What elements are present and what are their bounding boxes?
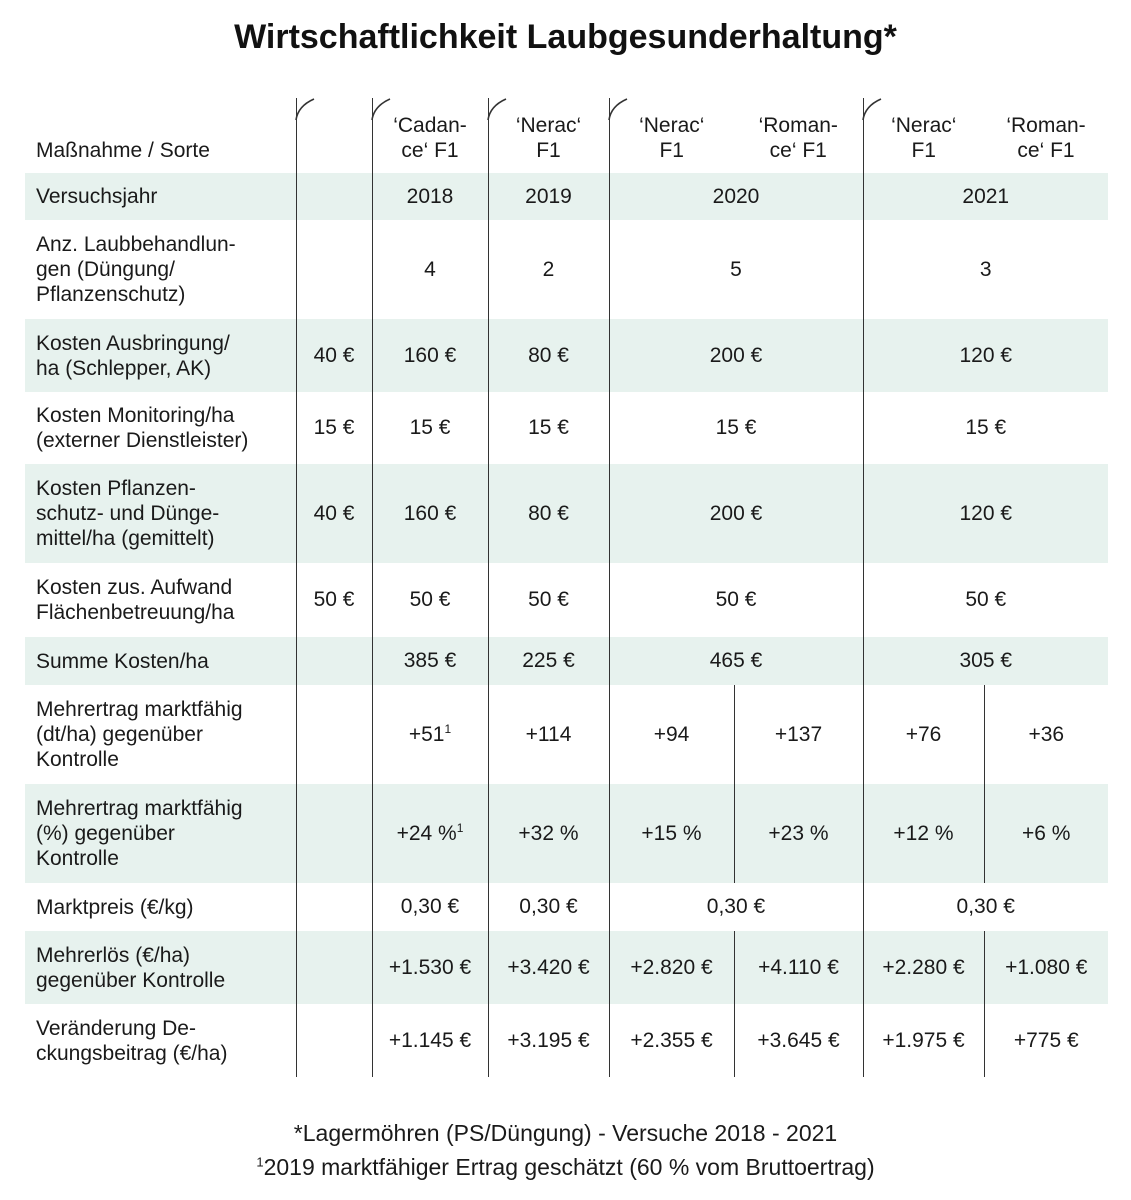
row-label: Kosten Ausbringung/ ha (Schlepper, AK) bbox=[25, 319, 296, 392]
cell-value: +23 % bbox=[734, 784, 863, 883]
cell-value: 80 € bbox=[488, 319, 609, 392]
variety-header: ‘Nerac‘ F1 bbox=[639, 114, 705, 162]
cell-value: 50 € bbox=[372, 563, 488, 637]
economics-table bbox=[25, 98, 1108, 1077]
row-yield-pct bbox=[25, 784, 1108, 883]
cell-value: 4 bbox=[372, 220, 488, 319]
variety-header: ‘Nerac‘ F1 bbox=[488, 98, 609, 173]
row-yield-dt bbox=[25, 685, 1108, 784]
cell-value: +15 % bbox=[609, 784, 734, 883]
row-label: Versuchsjahr bbox=[25, 173, 296, 220]
cell-value: 120 € bbox=[863, 464, 1108, 563]
cell-value: 0,30 € bbox=[488, 883, 609, 931]
cell-value: +1.975 € bbox=[863, 1004, 984, 1077]
cell-value: 0,30 € bbox=[956, 895, 1015, 918]
row-label: Mehrerlös (€/ha) gegenüber Kontrolle bbox=[25, 931, 296, 1004]
cell-value: 15 € bbox=[488, 392, 609, 464]
cell-value: 225 € bbox=[488, 637, 609, 685]
row-label: Kosten Monitoring/ha (externer Dienstleister) bbox=[25, 392, 296, 464]
variety-header: ‘Nerac‘ F1 bbox=[891, 114, 957, 162]
row-label: Kosten zus. Aufwand Flächenbetreuung/ha bbox=[25, 563, 296, 637]
cell-value: 305 € bbox=[863, 637, 1108, 685]
cell-value: 2018 bbox=[372, 173, 488, 220]
cell-value: +1.530 € bbox=[372, 931, 488, 1004]
cell-value: 80 € bbox=[488, 464, 609, 563]
row-application-costs bbox=[25, 319, 1108, 392]
row-total-costs bbox=[25, 637, 1108, 685]
row-label: Marktpreis (€/kg) bbox=[25, 883, 296, 931]
cell-value: 465 € bbox=[609, 637, 863, 685]
row-label: Mehrertrag marktfähig (dt/ha) gegenüber Kontrolle bbox=[25, 685, 296, 784]
header-row bbox=[25, 98, 1108, 173]
unit-cost: 50 € bbox=[296, 563, 372, 637]
footnote-1: *Lagermöhren (PS/Düngung) - Versuche 2018 - 2021 bbox=[293, 1120, 838, 1146]
unit-cost: 40 € bbox=[296, 464, 372, 563]
cell-value: 2021 bbox=[863, 173, 1108, 220]
cell-value: +1.080 € bbox=[984, 931, 1108, 1004]
cell-value: +36 bbox=[1028, 722, 1065, 746]
footnote-marker: 1 bbox=[456, 820, 464, 835]
row-extra-effort-costs bbox=[25, 563, 1108, 637]
row-market-price bbox=[25, 883, 1108, 931]
cell-value: +76 bbox=[863, 685, 984, 784]
cell-value: +24 %$^1$ bbox=[372, 784, 488, 883]
footnote-2: $^1$2019 marktfähiger Ertrag geschätzt (60 % vom Bruttoertrag) bbox=[256, 1154, 875, 1180]
cell-value: 200 € bbox=[609, 464, 863, 563]
cell-value: 120 € bbox=[863, 319, 1108, 392]
cell-value: 50 € bbox=[965, 588, 1007, 611]
row-treatments bbox=[25, 220, 1108, 319]
cell-value: +3.195 € bbox=[488, 1004, 609, 1077]
cell-value: 5 bbox=[609, 220, 863, 319]
cell-value: 385 € bbox=[372, 637, 488, 685]
header-label: Maßnahme / Sorte bbox=[25, 98, 296, 173]
cell-value: $+51^1$ bbox=[372, 685, 488, 784]
cell-value: 200 € bbox=[609, 319, 863, 392]
cell-value: 3 bbox=[979, 257, 992, 281]
cell-value: 15 € bbox=[965, 416, 1007, 439]
cell-value: +1.145 € bbox=[372, 1004, 488, 1077]
cell-value: +6 % bbox=[984, 784, 1108, 883]
cell-value: 160 € bbox=[372, 464, 488, 563]
row-label: Veränderung De- ckungsbeitrag (€/ha) bbox=[25, 1004, 296, 1077]
footnote-marker: 1 bbox=[444, 721, 452, 736]
row-label: Anz. Laubbehandlun- gen (Düngung/ Pflanzenschutz) bbox=[25, 220, 296, 319]
cell-value: +32 % bbox=[488, 784, 609, 883]
cell-value: +4.110 € bbox=[734, 931, 863, 1004]
unit-cost: 15 € bbox=[296, 392, 372, 464]
page-title: Wirtschaftlichkeit Laubgesunderhaltung* bbox=[234, 18, 897, 56]
cell-value: +2.280 € bbox=[863, 931, 984, 1004]
variety-header: ‘Roman- ce‘ F1 bbox=[734, 98, 863, 173]
cell-value: 0,30 € bbox=[372, 883, 488, 931]
cell-value: 50 € bbox=[609, 563, 863, 637]
cell-value: 15 € bbox=[372, 392, 488, 464]
row-label: Summe Kosten/ha bbox=[25, 637, 296, 685]
cell-value: 160 € bbox=[372, 319, 488, 392]
cell-value: +3.645 € bbox=[734, 1004, 863, 1077]
row-margin bbox=[25, 1004, 1108, 1077]
variety-header: ‘Roman- ce‘ F1 bbox=[1006, 114, 1086, 162]
unit-cost: 40 € bbox=[296, 319, 372, 392]
row-year bbox=[25, 173, 1108, 220]
row-label: Mehrertrag marktfähig (%) gegenüber Kontrolle bbox=[25, 784, 296, 883]
cell-value: 2019 bbox=[488, 173, 609, 220]
cell-value: +137 bbox=[734, 685, 863, 784]
row-revenue bbox=[25, 931, 1108, 1004]
row-monitoring-costs bbox=[25, 392, 1108, 464]
row-ps-fertilizer-costs bbox=[25, 464, 1108, 563]
variety-header: ‘Cadan- ce‘ F1 bbox=[372, 98, 488, 173]
cell-value: 15 € bbox=[609, 392, 863, 464]
row-label: Kosten Pflanzen- schutz- und Dünge- mittel/ha (gemittelt) bbox=[25, 464, 296, 563]
unit-column-header bbox=[296, 98, 372, 173]
cell-value: +775 € bbox=[1013, 1028, 1079, 1052]
cell-value: +94 bbox=[609, 685, 734, 784]
cell-value: 2 bbox=[488, 220, 609, 319]
cell-value: +2.820 € bbox=[609, 931, 734, 1004]
cell-value: 2020 bbox=[609, 173, 863, 220]
footnote-marker: 1 bbox=[256, 1154, 264, 1170]
cell-value: +3.420 € bbox=[488, 931, 609, 1004]
cell-value: 50 € bbox=[488, 563, 609, 637]
cell-value: +114 bbox=[488, 685, 609, 784]
cell-value: +2.355 € bbox=[609, 1004, 734, 1077]
cell-value: 0,30 € bbox=[609, 883, 863, 931]
cell-value: +12 % bbox=[863, 784, 984, 883]
